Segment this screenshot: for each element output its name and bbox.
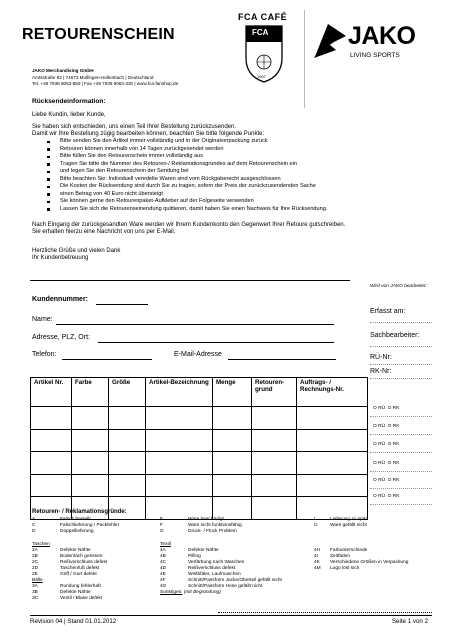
- table-header-row: [31, 378, 368, 407]
- table-cell[interactable]: [252, 474, 297, 497]
- row-3-options: [373, 442, 399, 447]
- row-divider: [370, 504, 432, 505]
- reason-item: 4D Reißverschluss defekt: [160, 566, 236, 572]
- intro-line-2: Damit wir Ihre Bestellung zügig bearbeiten können, beachten Sie bitte folgende Punkte:: [32, 131, 265, 138]
- table-cell[interactable]: [297, 452, 368, 475]
- table-cell[interactable]: [146, 452, 213, 475]
- bullet-item: Bitte senden Sie den Artikel immer vollständig und in der Originalverpackung zurück: [46, 138, 358, 146]
- reason-item: 2B Bodenfach gerissen: [32, 554, 103, 560]
- table-cell[interactable]: [213, 452, 252, 475]
- ru-option[interactable]: O RÜ: [373, 406, 385, 411]
- return-items-table: [30, 377, 368, 520]
- telefon-field[interactable]: [62, 359, 152, 360]
- row-4-options: [373, 461, 399, 466]
- row-5-options: [373, 478, 399, 483]
- reason-item: A Falsch bestellt: [32, 517, 91, 522]
- table-cell[interactable]: [252, 452, 297, 475]
- after-line-2: Sie erhalten hierzu eine Nachricht von uns per E-Mail.: [32, 229, 176, 236]
- logo-area: [226, 6, 444, 110]
- table-cell[interactable]: [297, 407, 368, 430]
- table-cell[interactable]: [297, 429, 368, 452]
- rk-option[interactable]: O RK: [387, 406, 400, 411]
- reason-item: F Ware nicht funktionsfähig: [160, 523, 242, 529]
- table-cell[interactable]: [252, 407, 297, 430]
- table-row: [31, 452, 368, 475]
- col-header-retourengrund: Retouren-grund: [252, 378, 297, 407]
- row-divider: [370, 452, 432, 453]
- ru-option[interactable]: O RÜ: [373, 494, 385, 499]
- company-info: [32, 68, 252, 88]
- separator-line: [30, 280, 350, 281]
- footer-page: Seite 1 von 2: [391, 618, 428, 625]
- table-cell[interactable]: [146, 429, 213, 452]
- after-text: [32, 222, 432, 236]
- reasons-col-1: [32, 517, 119, 535]
- taschen-heading: Taschen: [32, 542, 50, 547]
- sonstiges-field[interactable]: [218, 612, 432, 613]
- reason-item: 2C Reißverschluss defekt: [32, 560, 108, 566]
- table-cell[interactable]: [297, 497, 368, 520]
- rk-nr-field[interactable]: [370, 378, 432, 379]
- textil-heading: Textil: [160, 542, 171, 547]
- table-cell[interactable]: [109, 452, 146, 475]
- table-row: [31, 429, 368, 452]
- col-header-farbe: Farbe: [72, 378, 109, 407]
- company-address: Amtsstraße 82 | 74673 Mulfingen-Hollenbach | Deutschland: [32, 74, 154, 80]
- reason-item: 3C Ventil / Blase defekt: [32, 596, 103, 602]
- email-field[interactable]: [228, 359, 336, 360]
- rk-option[interactable]: O RK: [387, 478, 400, 483]
- reason-item: 4G Schnitt/Passform Hose gefällt nicht: [160, 584, 263, 590]
- reasons-col-3: [314, 517, 367, 529]
- table-cell[interactable]: [213, 474, 252, 497]
- reason-item: 4F Schnitt/Passform Jacke/Oberteil gefällt nicht: [160, 578, 282, 584]
- col-header-bezeichnung: Artikel-Bezeichnung: [146, 378, 213, 407]
- kundennummer-label: Kundennummer:: [32, 296, 88, 303]
- company-contact: Tel. +49 7938 9063-850 | Fax +49 7938 9063-330 | www.fca-fanshop.de: [32, 81, 179, 87]
- logo-divider: [304, 10, 305, 108]
- fca-cafe-logo-text: FCA CAFÉ: [238, 12, 288, 22]
- footer-revision: Revision 04 | Stand 01.01.2012: [30, 618, 117, 625]
- row-2-options: [373, 424, 399, 429]
- col-header-groesse: Größe: [109, 378, 146, 407]
- row-6-options: [373, 494, 399, 499]
- adresse-field[interactable]: [98, 342, 334, 343]
- baelle-heading: Bälle: [32, 578, 43, 584]
- reason-item: 4H Farbunterschiede: [314, 548, 368, 553]
- reason-item: 3A Rundung fehlerhaft: [32, 584, 101, 590]
- sachbearbeiter-label: Sachbearbeiter:: [370, 332, 420, 339]
- bullet-list: [46, 138, 358, 213]
- table-cell[interactable]: [109, 474, 146, 497]
- bullet-continuation: und legen Sie den Retourenschein der Sendung bei: [46, 168, 358, 176]
- table-cell[interactable]: [31, 452, 72, 475]
- table-cell[interactable]: [72, 429, 109, 452]
- table-cell[interactable]: [252, 497, 297, 520]
- bullet-item: Lassen Sie sich die Retourenseinendung quittieren, damit haben Sie einen Nachweis für Ihre Rücksendung.: [46, 206, 358, 214]
- name-label: Name:: [32, 316, 53, 323]
- jako-swoosh-icon: [312, 20, 348, 60]
- table-cell[interactable]: [72, 497, 109, 520]
- bullet-item: Bitte füllen Sie den Retourenschein immer vollständig aus: [46, 153, 358, 161]
- reason-item: 4C Verfärbung nach Waschen: [160, 560, 245, 566]
- rk-option[interactable]: O RK: [387, 424, 400, 429]
- table-row: [31, 407, 368, 430]
- greeting: Liebe Kundin, lieber Kunde,: [32, 112, 106, 118]
- erfasst-field[interactable]: [370, 322, 432, 323]
- ru-option[interactable]: O RÜ: [373, 461, 385, 466]
- closing-line-1: Herzliche Grüße und vielen Dank: [32, 248, 121, 254]
- bullet-item: Tragen Sie bitte die Nummer des Retouren-/ Reklamationsgrundes auf dem Retourenschein ein: [46, 161, 358, 169]
- jako-tagline: LIVING SPORTS: [350, 52, 400, 59]
- table-cell[interactable]: [109, 497, 146, 520]
- reason-item: 2A Defekte Nähte: [32, 548, 91, 554]
- closing-line-2: Ihr Kundenbetreuung: [32, 255, 89, 262]
- reason-item: C Falschlieferung / Packfehler: [32, 523, 120, 529]
- bullet-item: Die Kosten der Rücksendung sind durch Sie zu tragen, sofern der Preis der zurückzusendenden Sache: [46, 183, 358, 191]
- reason-item: 2E Griff / Gurt defekt: [32, 572, 97, 578]
- reason-item: 4E Weitbfäler, Laufmaschen: [160, 572, 241, 578]
- rk-nr-label: RK-Nr:: [370, 368, 392, 375]
- ru-option[interactable]: O RÜ: [373, 478, 385, 483]
- ru-nr-label: RÜ-Nr:: [370, 354, 392, 361]
- reason-item: U Ware gefällt nicht: [314, 523, 367, 529]
- table-cell[interactable]: [146, 497, 213, 520]
- table-cell[interactable]: [31, 474, 72, 497]
- table-cell[interactable]: [31, 407, 72, 430]
- intro-line-1: Sie haben sich entschieden, uns einen Teil Ihrer Bestellung zurückzusenden.: [32, 124, 237, 130]
- reason-item: D Doppellieferung: [32, 529, 94, 535]
- name-field[interactable]: [56, 324, 334, 325]
- reason-item: E Ware beschädigt: [160, 517, 224, 522]
- table-cell[interactable]: [252, 429, 297, 452]
- table-cell[interactable]: [297, 474, 368, 497]
- fca-badge-text: FCA: [252, 28, 269, 37]
- table-cell[interactable]: [146, 407, 213, 430]
- email-label: E-Mail-Adresse: [174, 351, 222, 358]
- table-cell[interactable]: [31, 429, 72, 452]
- table-cell[interactable]: [72, 474, 109, 497]
- textil-right-list: [314, 548, 408, 572]
- reasons-col-2: [160, 517, 242, 535]
- table-cell[interactable]: [213, 497, 252, 520]
- textil-list: [160, 542, 282, 596]
- page-title: RETOURENSCHEIN: [22, 26, 175, 43]
- reason-item: 4I Zeitfäden: [314, 554, 351, 560]
- sonstiges-item: Sonstiges: (mit Begründung): [160, 590, 221, 596]
- rk-option[interactable]: O RK: [387, 494, 400, 499]
- ru-option[interactable]: O RÜ: [373, 442, 385, 447]
- bullet-item: Sie können gerne den Retourenpaket-Aufkleber auf der Folgeseite verwenden: [46, 198, 358, 206]
- row-divider: [370, 488, 432, 489]
- company-name: JAKO Merchandising GmbH: [32, 68, 94, 73]
- row-divider: [370, 416, 432, 417]
- reason-item: 4M Logo löst sich: [314, 566, 360, 572]
- fca-badge-year: 1907: [257, 74, 266, 79]
- table-row: [31, 474, 368, 497]
- erfasst-label: Erfasst am:: [370, 308, 406, 315]
- after-line-1: Nach Eingang der zurückgesandten Ware werden wir Ihrem Kundenkonto den Gegenwert Ihrer Retoure gutschreiben.: [32, 222, 346, 228]
- reason-item: 4A Defekte Nähte: [160, 548, 219, 554]
- table-cell[interactable]: [72, 407, 109, 430]
- reason-item: 2D Taschenfuß defekt: [32, 566, 100, 572]
- adresse-label: Adresse, PLZ, Ort:: [32, 334, 90, 341]
- telefon-label: Telefon:: [32, 351, 57, 358]
- rk-option[interactable]: O RK: [387, 442, 400, 447]
- kundennummer-field[interactable]: [96, 304, 148, 305]
- ru-option[interactable]: O RÜ: [373, 424, 385, 429]
- col-header-auftragsnr: Auftrags- / Rechnungs-Nr.: [297, 378, 368, 407]
- row-divider: [370, 471, 432, 472]
- row-1-options: [373, 406, 399, 411]
- reason-item: G Druck- / Flock Problem: [160, 529, 237, 535]
- reasons-heading: Retouren- / Reklamationsgründe:: [32, 509, 127, 515]
- rk-option[interactable]: O RK: [387, 461, 400, 466]
- table-cell[interactable]: [109, 429, 146, 452]
- row-divider: [370, 434, 432, 435]
- sachbearbeiter-field[interactable]: [370, 346, 432, 347]
- jako-logo-text: JAKO: [348, 22, 416, 50]
- col-header-artikel-nr: Artikel Nr.: [31, 378, 72, 407]
- intro-text: [32, 124, 362, 138]
- closing: [32, 248, 120, 262]
- table-row: [31, 497, 368, 520]
- table-cell[interactable]: [213, 429, 252, 452]
- bullet-continuation: einen Betrag von 40 Euro nicht übersteigt: [46, 191, 358, 199]
- bullet-item: Retouren können innerhalb von 14 Tagen zurückgesendet werden: [46, 146, 358, 154]
- reason-item: 4B Pilling: [160, 554, 201, 560]
- ru-nr-field[interactable]: [370, 364, 432, 365]
- bullet-item: Bitte beachten Sie: Individuell veredelte Waren sind vom Rückgaberecht ausgeschlossen: [46, 176, 358, 184]
- side-note: Wird von JAKO bearbeitet:: [370, 284, 427, 289]
- table-cell[interactable]: [72, 452, 109, 475]
- table-cell[interactable]: [146, 474, 213, 497]
- table-cell[interactable]: [213, 407, 252, 430]
- table-cell[interactable]: [31, 497, 72, 520]
- taschen-list: [32, 542, 107, 602]
- table-cell[interactable]: [109, 407, 146, 430]
- footer-rule: [30, 615, 432, 616]
- col-header-menge: Menge: [213, 378, 252, 407]
- reason-item: 4K Verschiedene Größen in Verpackung: [314, 560, 409, 566]
- reason-item: L Lieferung zu spät: [314, 517, 367, 522]
- reason-item: 3B Defekte Nähte: [32, 590, 91, 596]
- info-heading: Rücksendeinformation:: [32, 98, 106, 105]
